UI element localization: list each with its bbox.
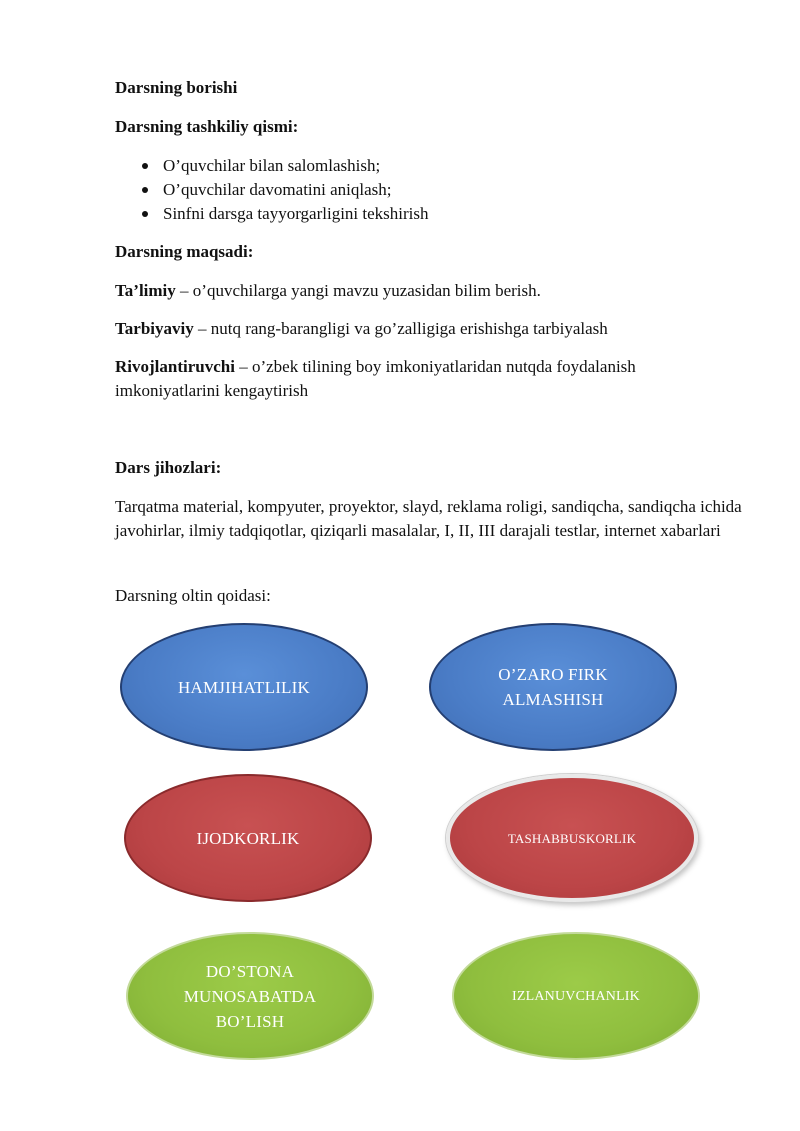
bullet-icon [142,187,148,193]
heading-maqsadi: Darsning maqsadi: [115,242,254,261]
heading-darsning-borishi: Darsning borishi [115,78,238,97]
oval-ijodkorlik: IJODKORLIK [124,774,372,902]
oval-hamjihatlilik: HAMJIHATLILIK [120,623,368,751]
tarbiyaviy-paragraph: Tarbiyaviy – nutq rang-barangligi va go’zalligiga erishishga tarbiyalash [115,319,608,338]
oval-tashabbuskorlik: TASHABBUSKORLIK [446,774,698,902]
rivojlantiruvchi-paragraph: Rivojlantiruvchi – o’zbek tilining boy imkoniyatlaridan nutqda foydalanish imkoniyatlarini kengaytirish [115,357,636,400]
heading-dars-jihozlari: Dars jihozlari: [115,458,222,477]
bullet-icon [142,163,148,169]
heading-tashkiliy-qismi: Darsning tashkiliy qismi: [115,117,299,136]
list-item: O’quvchilar davomatini aniqlash; [115,178,429,202]
list-item: O’quvchilar bilan salomlashish; [115,154,429,178]
bullet-icon [142,211,148,217]
oval-izlanuvchanlik: IZLANUVCHANLIK [452,932,700,1060]
tashkiliy-list [115,154,429,226]
talimiy-paragraph: Ta’limiy – o’quvchilarga yangi mavzu yuzasidan bilim berish. [115,281,541,300]
list-item: Sinfni darsga tayyorgarligini tekshirish [115,202,429,226]
oval-ozaro-fikr-almashish: O’ZARO FIRK ALMASHISH [429,623,677,751]
oval-dostona-munosabatda-bolish: DO’STONA MUNOSABATDA BO’LISH [126,932,374,1060]
heading-oltin-qoidasi: Darsning oltin qoidasi: [115,586,271,605]
jihozlar-paragraph: Tarqatma material, kompyuter, proyektor, slayd, reklama roligi, sandiqcha, sandiqcha ichida javohirlar, ilmiy tadqiqotlar, qiziqarli masalalar, I, II, III darajali testlar, internet xabarlari [115,497,742,540]
